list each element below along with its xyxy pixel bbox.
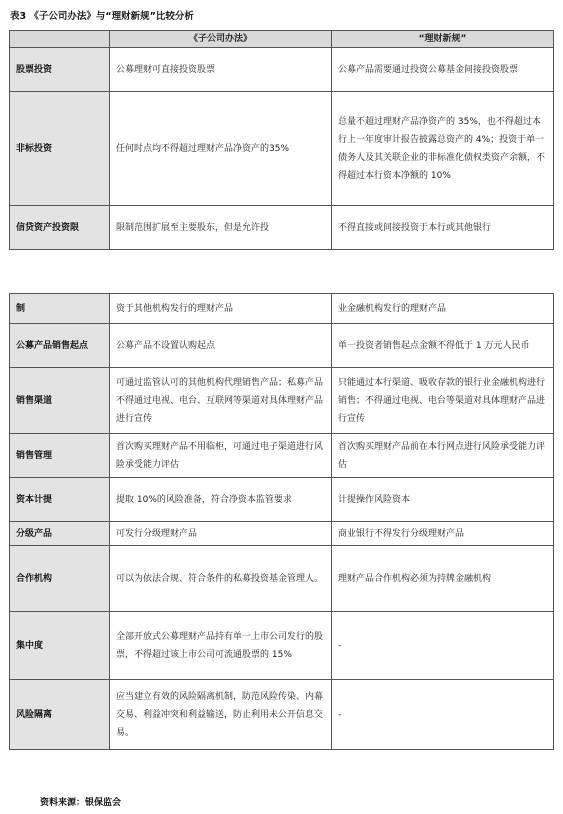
cell-subsidiary: 公募产品不设置认购起点 (110, 324, 332, 368)
cell-subsidiary: 全部开放式公募理财产品持有单一上市公司发行的股票，不得超过该上市公司可流通股票的 15% (110, 612, 332, 680)
table-row (10, 612, 554, 680)
cell-subsidiary: 可以为依法合规、符合条件的私募投资基金管理人。 (110, 546, 332, 612)
cell-new-rules: 不得直接或间接投资于本行或其他银行 (332, 206, 554, 250)
table-row (10, 48, 554, 92)
table-row (10, 294, 554, 324)
row-label: 非标投资 (10, 92, 110, 206)
table-row (10, 546, 554, 612)
table-row (10, 368, 554, 434)
table-row (10, 324, 554, 368)
cell-subsidiary: 限制范围扩展至主要股东，但是允许投 (110, 206, 332, 250)
table-row (10, 206, 554, 250)
cell-new-rules: - (332, 612, 554, 680)
row-label: 风险隔离 (10, 680, 110, 750)
cell-new-rules: 只能通过本行渠道、吸收存款的银行业金融机构进行销售；不得通过电视、电台等渠道对具体理财产品进行宣传 (332, 368, 554, 434)
header-new-wealth-rules: “理财新规” (332, 31, 554, 48)
cell-subsidiary: 可发行分级理财产品 (110, 522, 332, 546)
cell-subsidiary: 首次购买理财产品不用临柜，可通过电子渠道进行风险承受能力评估 (110, 434, 332, 478)
source-note: 资料来源：银保监会 (40, 798, 122, 808)
cell-new-rules: 总量不超过理财产品净资产的 35%，也不得超过本行上一年度审计报告披露总资产的 4%；投资于单一债务人及其关联企业的非标准化债权类资产余额，不得超过本行资本净额的 10% (332, 92, 554, 206)
row-label: 股票投资 (10, 48, 110, 92)
row-label: 资本计提 (10, 478, 110, 522)
row-label: 制 (10, 294, 110, 324)
cell-new-rules: - (332, 680, 554, 750)
table-title: 表3 《子公司办法》与“理财新规”比较分析 (10, 11, 194, 22)
cell-new-rules: 商业银行不得发行分级理财产品 (332, 522, 554, 546)
cell-subsidiary: 可通过监管认可的其他机构代理销售产品；私募产品不得通过电视、电台、互联网等渠道对具体理财产品进行宣传 (110, 368, 332, 434)
row-label: 集中度 (10, 612, 110, 680)
cell-new-rules: 理财产品合作机构必须为持牌金融机构 (332, 546, 554, 612)
table-row (10, 522, 554, 546)
row-label: 信贷资产投资限 (10, 206, 110, 250)
cell-new-rules: 首次购买理财产品前在本行网点进行风险承受能力评估 (332, 434, 554, 478)
row-label: 销售管理 (10, 434, 110, 478)
cell-subsidiary: 任何时点均不得超过理财产品净资产的35% (110, 92, 332, 206)
row-label: 分级产品 (10, 522, 110, 546)
row-label: 公募产品销售起点 (10, 324, 110, 368)
header-blank (10, 31, 110, 48)
table-row (10, 92, 554, 206)
row-label: 销售渠道 (10, 368, 110, 434)
table-row (10, 478, 554, 522)
cell-new-rules: 单一投资者销售起点金额不得低于 1 万元人民币 (332, 324, 554, 368)
comparison-table-part2 (9, 293, 554, 750)
comparison-table-part1 (9, 30, 554, 250)
cell-subsidiary: 资于其他机构发行的理财产品 (110, 294, 332, 324)
cell-new-rules: 计提操作风险资本 (332, 478, 554, 522)
cell-subsidiary: 应当建立有效的风险隔离机制，防范风险传染、内幕交易、利益冲突和利益输送，防止利用未公开信息交易。 (110, 680, 332, 750)
cell-subsidiary: 公募理财可直接投资股票 (110, 48, 332, 92)
cell-new-rules: 公募产品需要通过投资公募基金间接投资股票 (332, 48, 554, 92)
table-row (10, 434, 554, 478)
table-header-row (10, 31, 554, 48)
cell-subsidiary: 提取 10%的风险准备，符合净资本监管要求 (110, 478, 332, 522)
table-row (10, 680, 554, 750)
header-subsidiary-measures: 《子公司办法》 (110, 31, 332, 48)
row-label: 合作机构 (10, 546, 110, 612)
cell-new-rules: 业金融机构发行的理财产品 (332, 294, 554, 324)
